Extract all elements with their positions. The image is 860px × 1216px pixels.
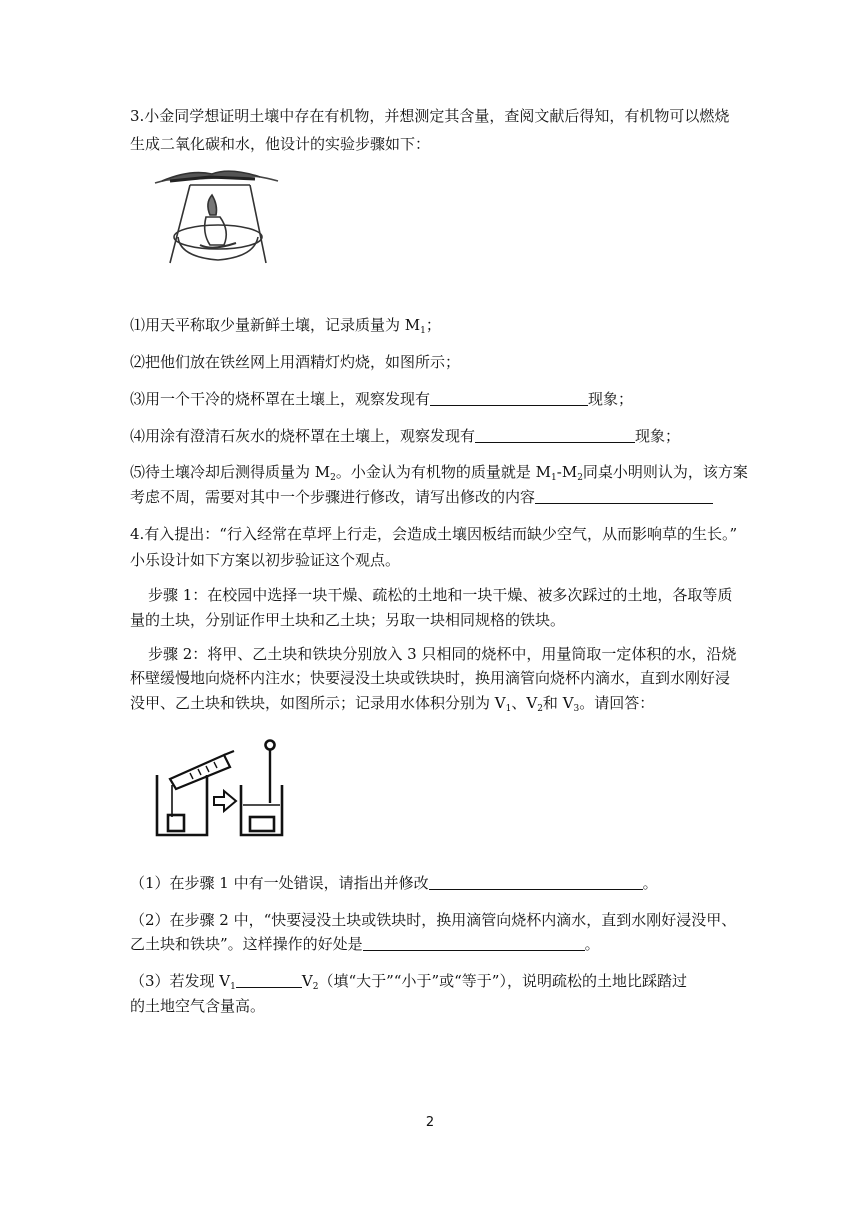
q3-intro-line-1: 3.小金同学想证明土壤中存在有机物，并想测定其含量，查阅文献后得知，有机物可以燃烧 bbox=[130, 107, 730, 125]
q4-answer2-blank[interactable] bbox=[363, 936, 585, 951]
q3-step-5: ⑸待土壤冷却后测得质量为 $M_2$。小金认为有机物的质量就是 $M_1-M_2$同桌小明则认为，该方案 bbox=[130, 463, 748, 483]
q4-step2-line-1: 步骤 2：将甲、乙土块和铁块分别放入 3 只相同的烧杯中，用量筒取一定体积的水，沿烧 bbox=[148, 645, 737, 663]
q3-step-2: ⑵把他们放在铁丝网上用酒精灯灼烧，如图所示； bbox=[130, 353, 461, 371]
q3-step3-blank[interactable] bbox=[430, 391, 588, 406]
q3-step-4: ⑷用涂有澄清石灰水的烧杯罩在土壤上，观察发现有 现象； bbox=[130, 427, 681, 445]
page-number: 2 bbox=[425, 1115, 435, 1130]
q4-answer-2-line-1: （2）在步骤 2 中，“快要浸没土块或铁块时，换用滴管向烧杯内滴水，直到水刚好浸没甲、 bbox=[130, 911, 737, 929]
q4-step1-line-1: 步骤 1：在校园中选择一块干燥、疏松的土地和一块干燥、被多次踩过的土地，各取等质 bbox=[148, 586, 733, 604]
q4-step2-line-3: 没甲、乙土块和铁块，如图所示；记录用水体积分别为 $V_1$、$V_2$和 $V_3$。请回答： bbox=[130, 694, 655, 714]
q3-step-3: ⑶用一个干冷的烧杯罩在土壤上，观察发现有 现象； bbox=[130, 390, 634, 408]
burning-soil-figure bbox=[150, 165, 280, 270]
q3-intro-line-2: 生成二氧化碳和水，他设计的实验步骤如下： bbox=[130, 135, 431, 153]
q4-answer1-blank[interactable] bbox=[429, 875, 643, 890]
beaker-figure bbox=[150, 735, 290, 840]
q4-answer-3: （3）若发现 $V_1$ $V_2$（填“大于”“小于”或“等于”），说明疏松的土地比踩踏过 bbox=[130, 972, 687, 992]
q4-step1-line-2: 量的土块，分别证作甲土块和乙土块；另取一块相同规格的铁块。 bbox=[130, 611, 566, 629]
q4-answer-3-line-2: 的土地空气含量高。 bbox=[130, 997, 266, 1015]
q4-answer3-blank[interactable] bbox=[236, 973, 302, 988]
q4-intro-line-2: 小乐设计如下方案以初步验证这个观点。 bbox=[130, 551, 401, 569]
q4-step2-line-2: 杯壁缓慢地向烧杯内注水；快要浸没土块或铁块时，换用滴管向烧杯内滴水，直到水刚好浸 bbox=[130, 669, 731, 687]
q3-step5-blank[interactable] bbox=[535, 489, 713, 504]
q3-step4-blank[interactable] bbox=[475, 428, 635, 443]
q3-step-1: ⑴用天平称取少量新鲜土壤，记录质量为 $M_1$； bbox=[130, 316, 441, 336]
q3-step-5-line-2: 考虑不周，需要对其中一个步骤进行修改，请写出修改的内容 bbox=[130, 487, 713, 507]
q4-intro-line-1: 4.有入提出：“行入经常在草坪上行走，会造成土壤因板结而缺少空气，从而影响草的生长。” bbox=[130, 525, 738, 543]
q4-answer-1: （1）在步骤 1 中有一处错误，请指出并修改 。 bbox=[130, 874, 658, 892]
q4-answer-2-line-2: 乙土块和铁块”。这样操作的好处是 。 bbox=[130, 935, 600, 953]
